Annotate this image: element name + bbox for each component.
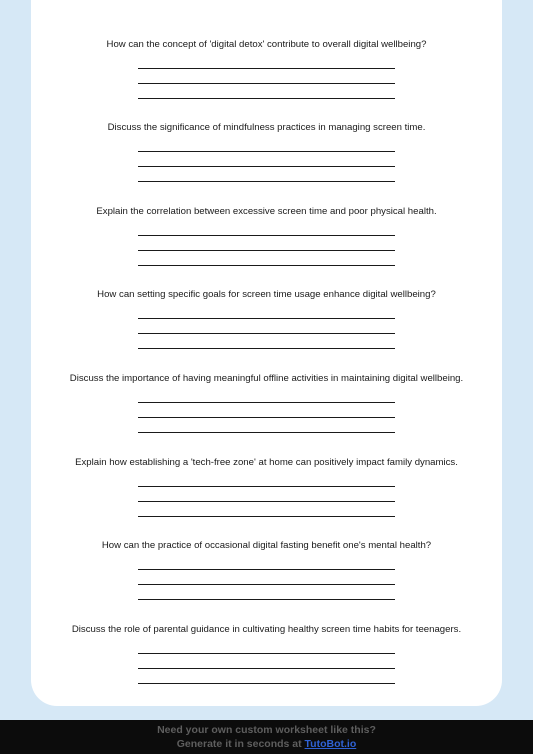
answer-line: [138, 69, 395, 84]
question-block: [31, 288, 502, 349]
answer-line: [138, 558, 395, 570]
question-text: Discuss the importance of having meaningful offline activities in maintaining digital wellbeing.: [69, 373, 464, 384]
answer-line: [138, 654, 395, 669]
question-block: [31, 539, 502, 600]
answer-line: [138, 84, 395, 99]
question-block: [31, 205, 502, 266]
answer-lines: [31, 558, 502, 600]
worksheet-sheet: [31, 0, 502, 706]
answer-line: [138, 236, 395, 251]
answer-lines: [31, 57, 502, 99]
answer-line: [138, 319, 395, 334]
answer-line: [138, 140, 395, 152]
answer-line: [138, 475, 395, 487]
answer-line: [138, 642, 395, 654]
answer-lines: [31, 307, 502, 349]
question-text: How can the practice of occasional digital fasting benefit one's mental health?: [101, 540, 432, 551]
answer-line: [138, 251, 395, 266]
answer-line: [138, 307, 395, 319]
answer-line: [138, 570, 395, 585]
question-block: [31, 623, 502, 684]
answer-line: [138, 669, 395, 684]
question-block: [31, 372, 502, 433]
question-block: [31, 456, 502, 517]
promo-footer: [0, 720, 533, 754]
footer-line-1: Need your own custom worksheet like this?: [157, 724, 376, 736]
question-block: [31, 38, 502, 99]
answer-line: [138, 167, 395, 182]
answer-line: [138, 418, 395, 433]
answer-lines: [31, 475, 502, 517]
question-text: Discuss the significance of mindfulness practices in managing screen time.: [107, 122, 426, 133]
answer-line: [138, 585, 395, 600]
tutobot-link[interactable]: TutoBot.io: [304, 738, 357, 750]
footer-line-2-prefix: Generate it in seconds at: [176, 738, 305, 750]
question-text: Explain how establishing a 'tech-free zone' at home can positively impact family dynamics.: [75, 457, 458, 468]
answer-line: [138, 334, 395, 349]
answer-line: [138, 502, 395, 517]
answer-line: [138, 487, 395, 502]
question-text: How can setting specific goals for screen time usage enhance digital wellbeing?: [97, 289, 436, 300]
answer-line: [138, 57, 395, 69]
question-block: [31, 121, 502, 182]
answer-lines: [31, 642, 502, 684]
question-text: How can the concept of 'digital detox' contribute to overall digital wellbeing?: [106, 39, 427, 50]
answer-lines: [31, 140, 502, 182]
answer-lines: [31, 224, 502, 266]
answer-line: [138, 403, 395, 418]
answer-lines: [31, 391, 502, 433]
answer-line: [138, 152, 395, 167]
answer-line: [138, 391, 395, 403]
footer-line-2: [0, 737, 533, 751]
answer-line: [138, 224, 395, 236]
question-text: Discuss the role of parental guidance in cultivating healthy screen time habits for teenagers.: [71, 624, 462, 635]
question-text: Explain the correlation between excessive screen time and poor physical health.: [96, 206, 437, 217]
